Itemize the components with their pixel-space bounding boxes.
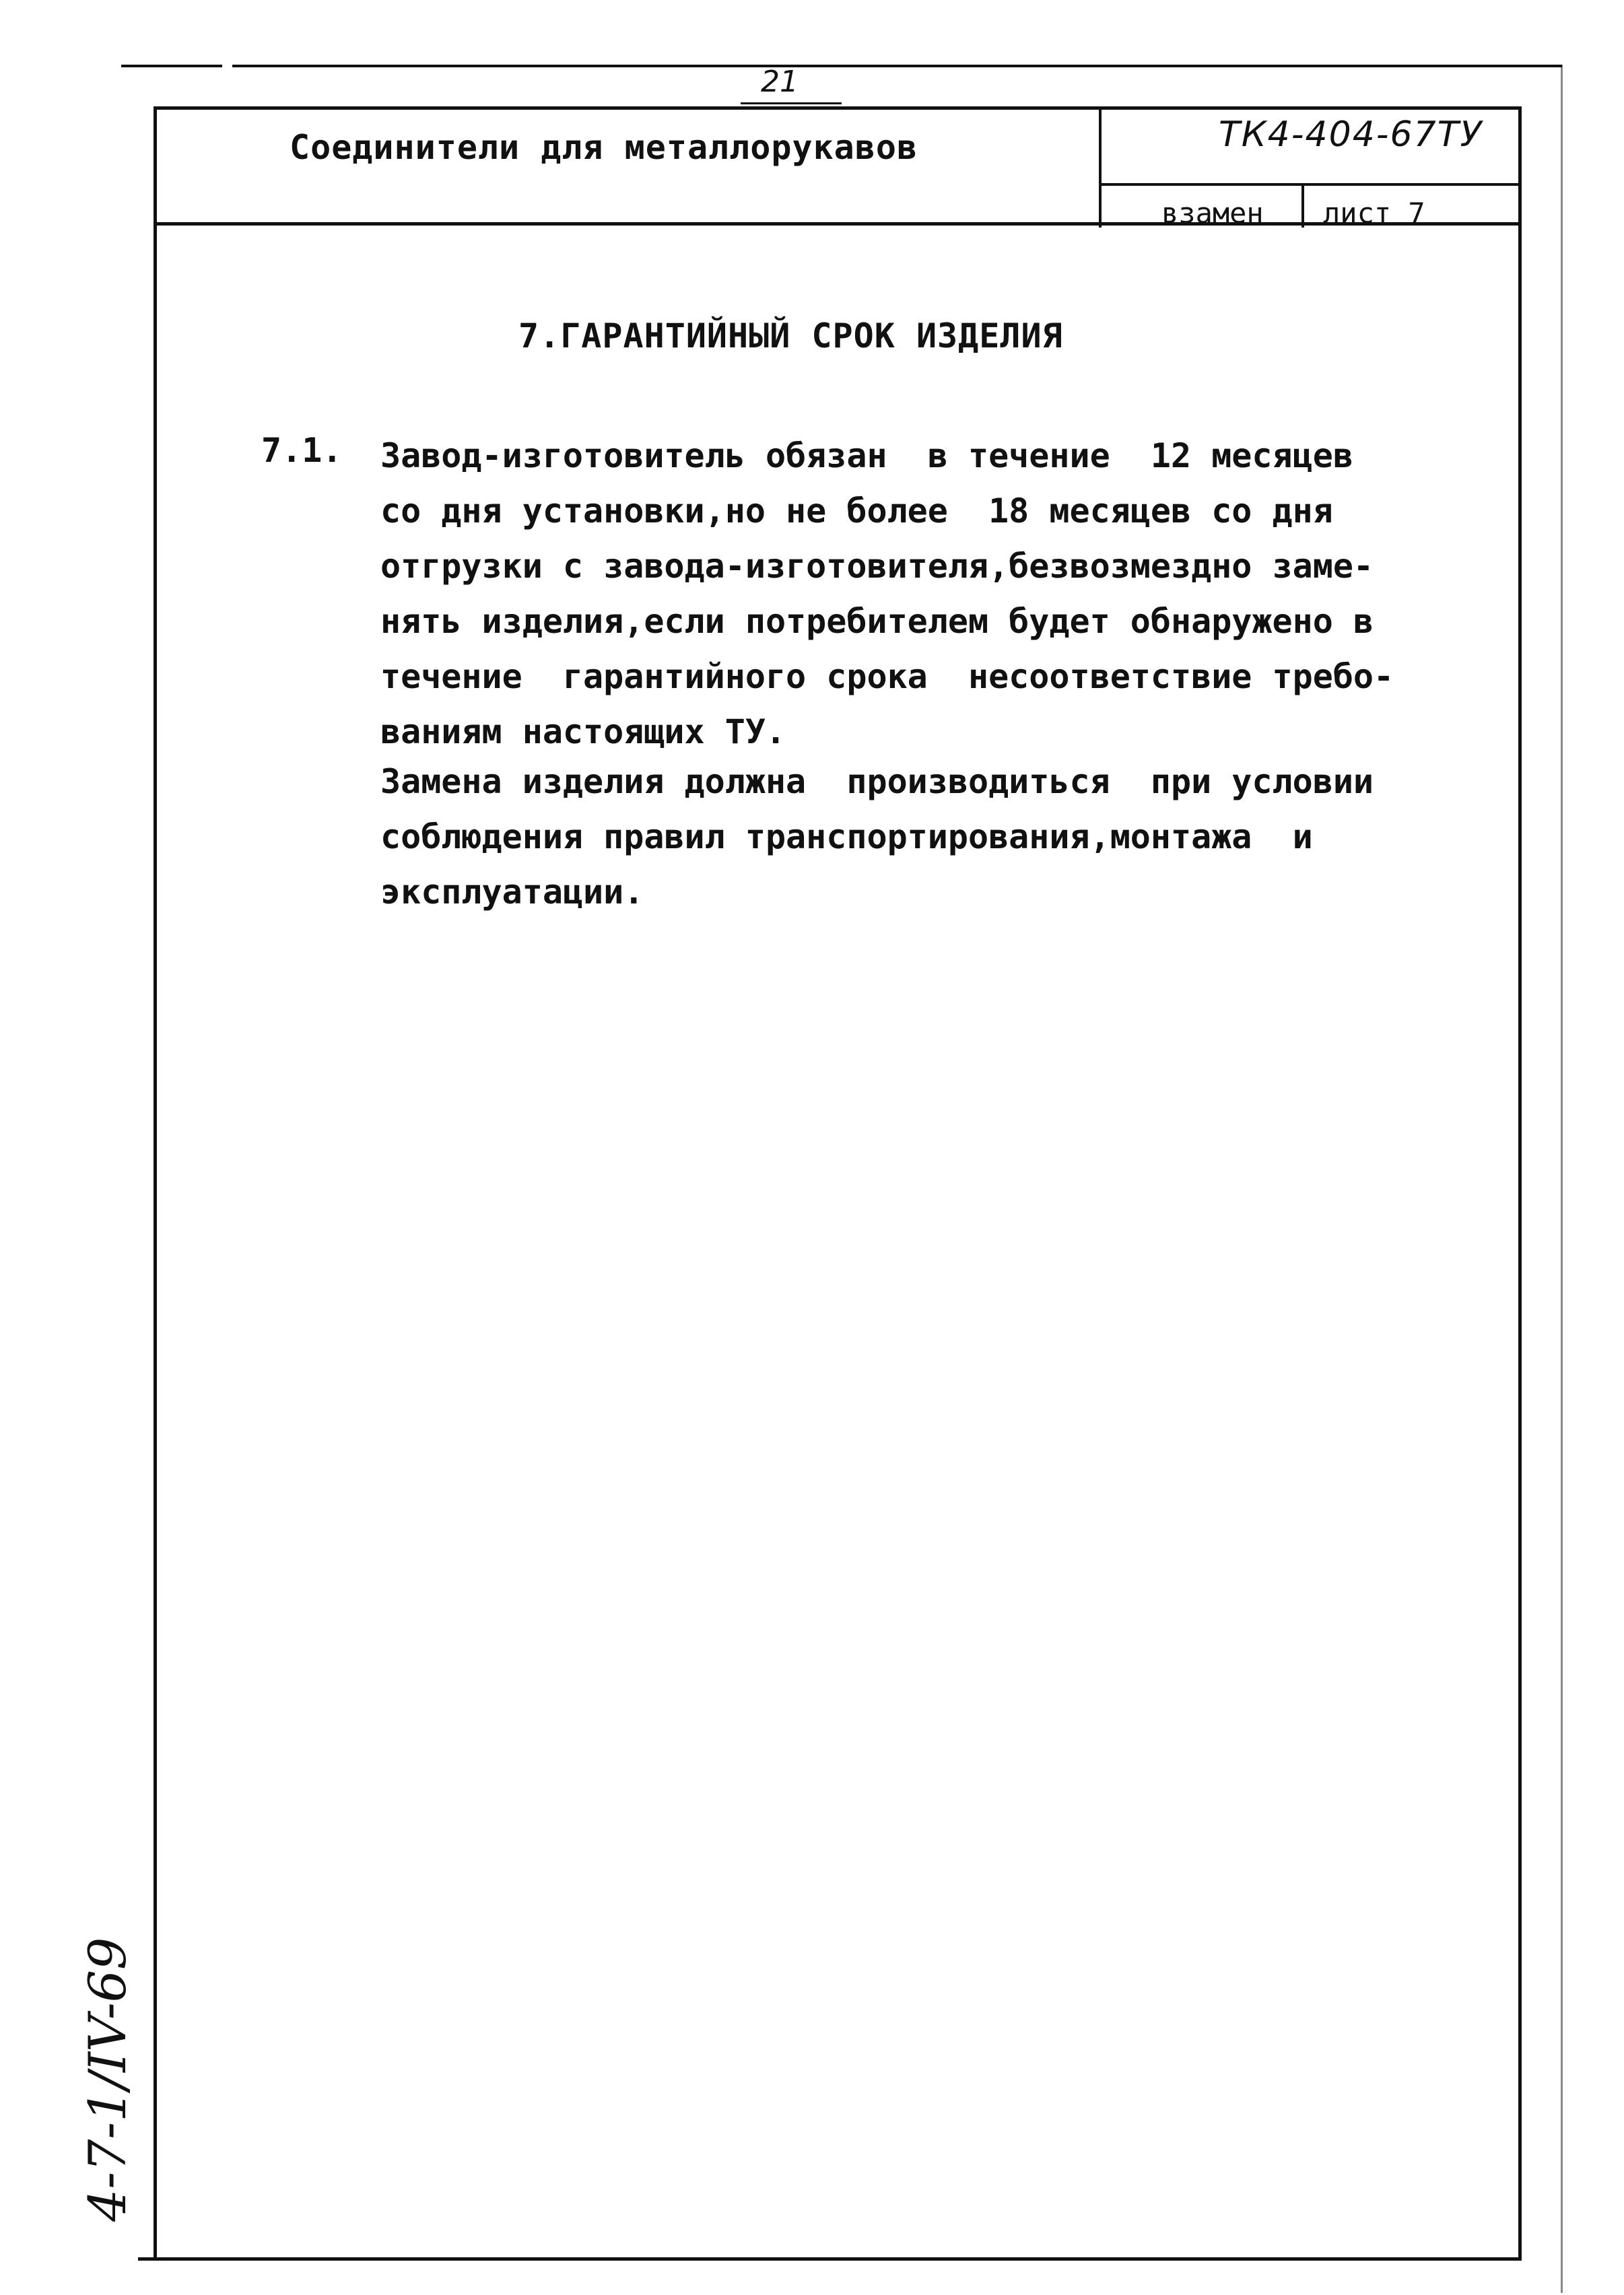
paragraph-warranty (380, 428, 1394, 759)
frame-right (1518, 106, 1522, 2261)
frame-bottom (138, 2257, 1522, 2261)
paragraph-line: Завод-изготовитель обязан в течение 12 месяцев (380, 436, 1353, 475)
clause-number: 7.1. (261, 431, 343, 470)
header-code-underline (1099, 183, 1520, 186)
replace-label: взамен (1161, 197, 1264, 230)
section-heading: 7.ГАРАНТИЙНЫЙ СРОК ИЗДЕЛИЯ (518, 316, 1063, 355)
paragraph-line: соблюдения правил транспортирования,монтажа и (380, 817, 1313, 856)
top-rule-right (232, 65, 1562, 67)
paragraph-line: со дня установки,но не более 18 месяцев со дня (380, 491, 1333, 530)
paragraph-line: течение гарантийного срока несоответствие требо- (380, 657, 1394, 696)
document-code: ТК4-404-67ТУ (1219, 114, 1483, 155)
header-divider-vertical (1099, 106, 1102, 228)
frame-left (154, 106, 157, 2261)
handwritten-margin-note: 4-7-1/IV-69 (77, 1937, 137, 2222)
paragraph-line: отгрузки с завода-изготовителя,безвозмездно заме- (380, 547, 1374, 586)
page-number-underline (741, 102, 842, 104)
paragraph-line: Замена изделия должна производиться при условии (380, 762, 1374, 801)
header-title: Соединители для металлорукавов (290, 128, 918, 167)
sheet-label: лист 7 (1323, 197, 1425, 230)
paragraph-line: нять изделия,если потребителем будет обнаружено в (380, 602, 1374, 641)
paragraph-replacement (380, 754, 1374, 920)
frame-top (154, 106, 1522, 110)
paragraph-line: ваниям настоящих ТУ. (380, 712, 786, 751)
paragraph-line: эксплуатации. (380, 872, 644, 912)
sheet-divider (1301, 186, 1304, 228)
header-bottom-rule (154, 222, 1522, 226)
top-rule-left (121, 65, 222, 67)
frame-outer-right (1561, 65, 1563, 2293)
page-number: 21 (761, 65, 799, 99)
